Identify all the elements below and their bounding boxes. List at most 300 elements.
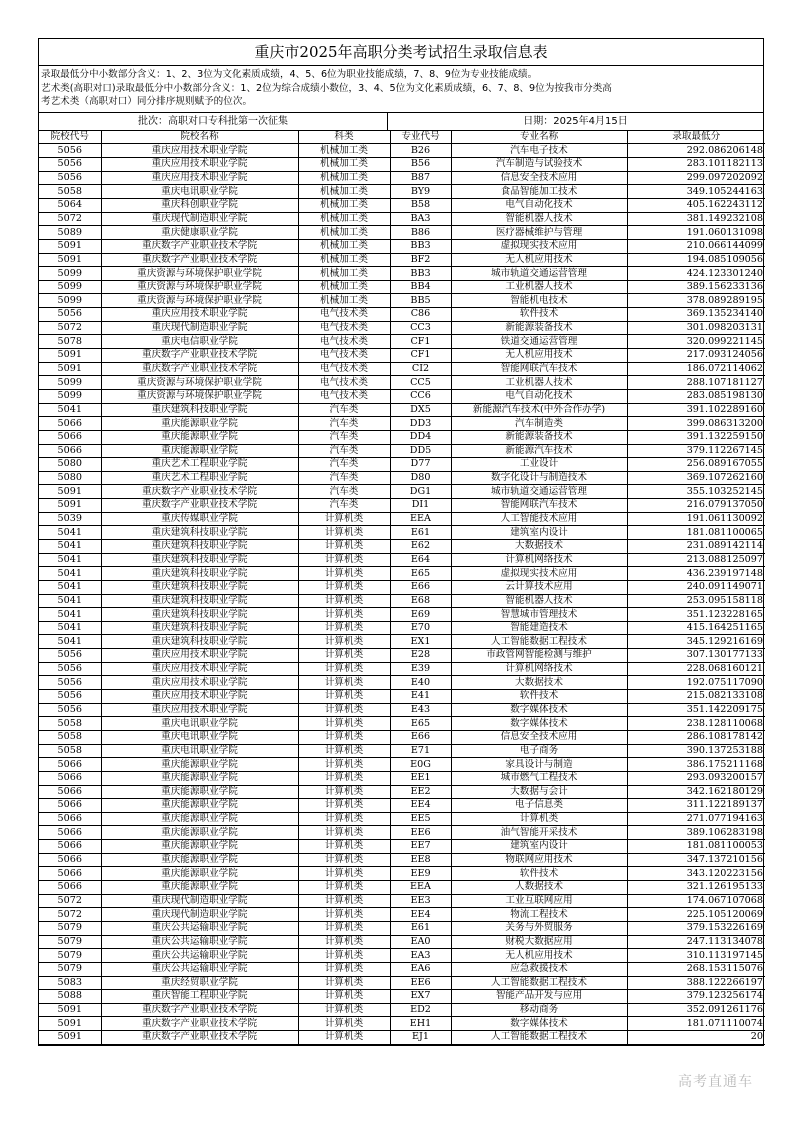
table-row: [39, 621, 765, 635]
min-score-cell: 436.239197148: [627, 567, 765, 581]
min-score-cell: 238.128110068: [627, 717, 765, 731]
school-name-cell: 重庆现代制造职业学院: [101, 212, 298, 226]
school-code-cell: 5039: [39, 512, 101, 526]
school-code-cell: 5066: [39, 771, 101, 785]
min-score-cell: 268.153115076: [627, 962, 765, 976]
school-name-cell: 重庆资源与环境保护职业学院: [101, 389, 298, 403]
school-code-cell: 5066: [39, 417, 101, 431]
school-name-cell: 重庆应用技术职业学院: [101, 171, 298, 185]
major-code-cell: E66: [390, 730, 451, 744]
table-row: [39, 499, 765, 513]
school-name-cell: 重庆公共运输职业学院: [101, 962, 298, 976]
major-name-cell: 虚拟现实技术应用: [451, 239, 627, 253]
school-name-cell: 重庆数字产业职业技术学院: [101, 253, 298, 267]
major-name-cell: 工业机器人技术: [451, 376, 627, 390]
major-name-cell: 应急救援技术: [451, 962, 627, 976]
category-cell: 电气技术类: [298, 389, 390, 403]
school-name-cell: 重庆建筑科技职业学院: [101, 594, 298, 608]
category-cell: 计算机类: [298, 990, 390, 1004]
category-cell: 汽车类: [298, 485, 390, 499]
major-code-cell: EH1: [390, 1017, 451, 1031]
min-score-cell: 369.135234140: [627, 308, 765, 322]
major-code-cell: E66: [390, 580, 451, 594]
category-cell: 汽车类: [298, 458, 390, 472]
min-score-cell: 347.137210156: [627, 853, 765, 867]
school-code-cell: 5066: [39, 881, 101, 895]
school-name-cell: 重庆数字产业职业技术学院: [101, 485, 298, 499]
category-cell: 机械加工类: [298, 171, 390, 185]
school-name-cell: 重庆能源职业学院: [101, 853, 298, 867]
category-cell: 计算机类: [298, 676, 390, 690]
school-code-cell: 5066: [39, 430, 101, 444]
category-cell: 计算机类: [298, 921, 390, 935]
major-code-cell: EE6: [390, 976, 451, 990]
major-code-cell: E65: [390, 567, 451, 581]
school-code-cell: 5080: [39, 471, 101, 485]
school-name-cell: 重庆应用技术职业学院: [101, 144, 298, 158]
school-name-cell: 重庆应用技术职业学院: [101, 662, 298, 676]
major-name-cell: 物流工程技术: [451, 908, 627, 922]
major-name-cell: 软件技术: [451, 308, 627, 322]
category-cell: 电气技术类: [298, 335, 390, 349]
category-cell: 计算机类: [298, 553, 390, 567]
school-code-cell: 5066: [39, 840, 101, 854]
major-name-cell: 数字化设计与制造技术: [451, 471, 627, 485]
school-code-cell: 5041: [39, 567, 101, 581]
school-name-cell: 重庆电讯职业学院: [101, 730, 298, 744]
school-code-cell: 5091: [39, 485, 101, 499]
table-row: [39, 1017, 765, 1031]
major-code-cell: E62: [390, 540, 451, 554]
major-name-cell: 食品智能加工技术: [451, 185, 627, 199]
table-row: [39, 280, 765, 294]
school-code-cell: 5099: [39, 376, 101, 390]
school-name-cell: 重庆能源职业学院: [101, 785, 298, 799]
category-cell: 计算机类: [298, 512, 390, 526]
major-name-cell: 铁道交通运营管理: [451, 335, 627, 349]
major-name-cell: 智能网联汽车技术: [451, 362, 627, 376]
min-score-cell: 390.137253188: [627, 744, 765, 758]
category-cell: 计算机类: [298, 526, 390, 540]
min-score-cell: 256.089167055: [627, 458, 765, 472]
table-row: [39, 744, 765, 758]
school-code-cell: 5091: [39, 499, 101, 513]
min-score-cell: 352.091261176: [627, 1003, 765, 1017]
major-name-cell: 工业互联网应用: [451, 894, 627, 908]
major-name-cell: 汽车制造类: [451, 417, 627, 431]
table-row: [39, 321, 765, 335]
category-cell: 计算机类: [298, 894, 390, 908]
category-cell: 计算机类: [298, 690, 390, 704]
major-name-cell: 家具设计与制造: [451, 758, 627, 772]
school-code-cell: 5041: [39, 540, 101, 554]
school-code-cell: 5066: [39, 812, 101, 826]
school-name-cell: 重庆能源职业学院: [101, 417, 298, 431]
table-row: [39, 171, 765, 185]
school-code-cell: 5041: [39, 553, 101, 567]
school-code-cell: 5041: [39, 635, 101, 649]
category-cell: 汽车类: [298, 499, 390, 513]
school-code-cell: 5056: [39, 662, 101, 676]
school-name-cell: 重庆数字产业职业技术学院: [101, 1003, 298, 1017]
major-code-cell: EE4: [390, 908, 451, 922]
major-code-cell: BF2: [390, 253, 451, 267]
school-code-cell: 5041: [39, 403, 101, 417]
school-name-cell: 重庆能源职业学院: [101, 881, 298, 895]
category-cell: 计算机类: [298, 908, 390, 922]
major-name-cell: 人工智能数据工程技术: [451, 1031, 627, 1045]
major-code-cell: DD5: [390, 444, 451, 458]
major-name-cell: 汽车制造与试验技术: [451, 158, 627, 172]
school-name-cell: 重庆数字产业职业技术学院: [101, 349, 298, 363]
school-name-cell: 重庆建筑科技职业学院: [101, 608, 298, 622]
table-row: [39, 403, 765, 417]
category-cell: 汽车类: [298, 403, 390, 417]
major-code-cell: EX7: [390, 990, 451, 1004]
major-name-cell: 智能机器人技术: [451, 212, 627, 226]
school-name-cell: 重庆建筑科技职业学院: [101, 621, 298, 635]
school-name-cell: 重庆数字产业职业技术学院: [101, 362, 298, 376]
major-name-cell: 软件技术: [451, 690, 627, 704]
school-name-cell: 重庆现代制造职业学院: [101, 908, 298, 922]
min-score-cell: 378.089289195: [627, 294, 765, 308]
min-score-cell: 181.071110074: [627, 1017, 765, 1031]
major-code-cell: E68: [390, 594, 451, 608]
category-cell: 计算机类: [298, 758, 390, 772]
school-name-cell: 重庆建筑科技职业学院: [101, 580, 298, 594]
major-code-cell: BY9: [390, 185, 451, 199]
major-name-cell: 汽车电子技术: [451, 144, 627, 158]
school-code-cell: 5091: [39, 239, 101, 253]
category-cell: 计算机类: [298, 703, 390, 717]
school-name-cell: 重庆经贸职业学院: [101, 976, 298, 990]
min-score-cell: 307.130177133: [627, 649, 765, 663]
table-row: [39, 717, 765, 731]
min-score-cell: 379.153226169: [627, 921, 765, 935]
major-code-cell: E64: [390, 553, 451, 567]
table-row: [39, 703, 765, 717]
school-name-cell: 重庆数字产业职业技术学院: [101, 1031, 298, 1045]
major-code-cell: EE6: [390, 826, 451, 840]
school-code-cell: 5079: [39, 921, 101, 935]
min-score-cell: 293.093200157: [627, 771, 765, 785]
table-row: [39, 799, 765, 813]
school-code-cell: 5041: [39, 580, 101, 594]
major-name-cell: 智能建造技术: [451, 621, 627, 635]
table-row: [39, 826, 765, 840]
min-score-cell: 379.112267145: [627, 444, 765, 458]
table-row: [39, 239, 765, 253]
school-name-cell: 重庆数字产业职业技术学院: [101, 499, 298, 513]
min-score-cell: 192.075117090: [627, 676, 765, 690]
school-code-cell: 5091: [39, 1031, 101, 1045]
school-code-cell: 5091: [39, 362, 101, 376]
school-name-cell: 重庆数字产业职业技术学院: [101, 239, 298, 253]
category-cell: 计算机类: [298, 567, 390, 581]
table-row: [39, 990, 765, 1004]
major-code-cell: BB5: [390, 294, 451, 308]
note-line: 艺术类(高职对口)录取最低分中小数部分含义：1、2位为综合成绩小数位，3、4、5位为文化素质成绩，6、7、8、9位为按我市分类高: [41, 82, 612, 94]
major-code-cell: D77: [390, 458, 451, 472]
major-name-cell: 建筑室内设计: [451, 840, 627, 854]
major-code-cell: EE9: [390, 867, 451, 881]
school-code-cell: 5058: [39, 185, 101, 199]
school-name-cell: 重庆应用技术职业学院: [101, 690, 298, 704]
major-name-cell: 数字媒体技术: [451, 703, 627, 717]
school-code-cell: 5066: [39, 758, 101, 772]
major-code-cell: EE8: [390, 853, 451, 867]
major-name-cell: 新能源汽车技术: [451, 444, 627, 458]
major-name-cell: 移动商务: [451, 1003, 627, 1017]
min-score-cell: 292.086206148: [627, 144, 765, 158]
school-name-cell: 重庆应用技术职业学院: [101, 308, 298, 322]
table-row: [39, 158, 765, 172]
major-name-cell: 人工智能数据工程技术: [451, 976, 627, 990]
major-code-cell: EE3: [390, 894, 451, 908]
school-name-cell: 重庆公共运输职业学院: [101, 949, 298, 963]
category-cell: 计算机类: [298, 649, 390, 663]
min-score-cell: 247.113134078: [627, 935, 765, 949]
school-code-cell: 5066: [39, 444, 101, 458]
major-name-cell: 电子商务: [451, 744, 627, 758]
major-name-cell: 数字媒体技术: [451, 1017, 627, 1031]
major-code-cell: CI2: [390, 362, 451, 376]
school-code-cell: 5079: [39, 949, 101, 963]
batch-label: 批次：高职对口专科批第一次征集: [39, 113, 388, 130]
school-code-cell: 5091: [39, 1003, 101, 1017]
category-cell: 计算机类: [298, 867, 390, 881]
min-score-cell: 231.089142114: [627, 540, 765, 554]
school-code-cell: 5066: [39, 785, 101, 799]
min-score-cell: 388.122266197: [627, 976, 765, 990]
major-code-cell: EEA: [390, 512, 451, 526]
school-code-cell: 5089: [39, 226, 101, 240]
min-score-cell: 181.081100053: [627, 840, 765, 854]
table-row: [39, 444, 765, 458]
major-code-cell: CC6: [390, 389, 451, 403]
min-score-cell: 320.099221145: [627, 335, 765, 349]
table-row: [39, 908, 765, 922]
min-score-cell: 299.097202092: [627, 171, 765, 185]
category-cell: 计算机类: [298, 976, 390, 990]
category-cell: 计算机类: [298, 812, 390, 826]
category-cell: 电气技术类: [298, 362, 390, 376]
school-code-cell: 5099: [39, 389, 101, 403]
major-name-cell: 城市轨道交通运营管理: [451, 485, 627, 499]
school-code-cell: 5058: [39, 717, 101, 731]
school-code-cell: 5079: [39, 935, 101, 949]
school-code-cell: 5058: [39, 744, 101, 758]
major-code-cell: ED2: [390, 1003, 451, 1017]
school-name-cell: 重庆资源与环境保护职业学院: [101, 280, 298, 294]
major-name-cell: 智慧城市管理技术: [451, 608, 627, 622]
admission-table: [39, 131, 765, 1045]
school-code-cell: 5056: [39, 690, 101, 704]
category-cell: 机械加工类: [298, 226, 390, 240]
min-score-cell: 253.095158118: [627, 594, 765, 608]
table-row: [39, 921, 765, 935]
school-code-cell: 5091: [39, 1017, 101, 1031]
table-row: [39, 949, 765, 963]
table-row: [39, 676, 765, 690]
table-row: [39, 335, 765, 349]
table-header-row: [39, 131, 765, 144]
major-code-cell: DX5: [390, 403, 451, 417]
major-code-cell: B86: [390, 226, 451, 240]
school-name-cell: 重庆公共运输职业学院: [101, 921, 298, 935]
major-code-cell: CC5: [390, 376, 451, 390]
school-name-cell: 重庆科创职业学院: [101, 198, 298, 212]
major-name-cell: 新能源装备技术: [451, 430, 627, 444]
major-code-cell: BB3: [390, 267, 451, 281]
school-code-cell: 5083: [39, 976, 101, 990]
school-code-cell: 5066: [39, 867, 101, 881]
major-code-cell: CC3: [390, 321, 451, 335]
table-row: [39, 471, 765, 485]
category-cell: 汽车类: [298, 444, 390, 458]
school-code-cell: 5041: [39, 608, 101, 622]
min-score-cell: 311.122189137: [627, 799, 765, 813]
category-cell: 机械加工类: [298, 158, 390, 172]
major-name-cell: 计算机网络技术: [451, 553, 627, 567]
school-name-cell: 重庆艺术工程职业学院: [101, 471, 298, 485]
table-row: [39, 962, 765, 976]
note-line: 考艺术类（高职对口）同分排序规则赋予的位次。: [41, 96, 253, 108]
school-code-cell: 5056: [39, 171, 101, 185]
category-cell: 机械加工类: [298, 185, 390, 199]
major-code-cell: EE2: [390, 785, 451, 799]
major-name-cell: 无人机应用技术: [451, 349, 627, 363]
table-row: [39, 771, 765, 785]
school-name-cell: 重庆艺术工程职业学院: [101, 458, 298, 472]
min-score-cell: 283.085198130: [627, 389, 765, 403]
major-code-cell: D80: [390, 471, 451, 485]
school-name-cell: 重庆能源职业学院: [101, 840, 298, 854]
min-score-cell: 310.113197145: [627, 949, 765, 963]
table-row: [39, 267, 765, 281]
major-name-cell: 医疗器械维护与管理: [451, 226, 627, 240]
category-cell: 计算机类: [298, 826, 390, 840]
table-row: [39, 253, 765, 267]
school-name-cell: 重庆能源职业学院: [101, 812, 298, 826]
major-code-cell: EA6: [390, 962, 451, 976]
min-score-cell: 191.061130092: [627, 512, 765, 526]
table-row: [39, 594, 765, 608]
table-row: [39, 540, 765, 554]
school-name-cell: 重庆资源与环境保护职业学院: [101, 294, 298, 308]
major-code-cell: E70: [390, 621, 451, 635]
table-row: [39, 894, 765, 908]
min-score-cell: 391.132259150: [627, 430, 765, 444]
min-score-cell: 216.079137050: [627, 499, 765, 513]
min-score-cell: 225.105120069: [627, 908, 765, 922]
major-code-cell: DD3: [390, 417, 451, 431]
school-code-cell: 5066: [39, 853, 101, 867]
table-row: [39, 785, 765, 799]
admission-table-sheet: [38, 38, 764, 1046]
major-code-cell: E71: [390, 744, 451, 758]
table-row: [39, 512, 765, 526]
min-score-cell: 174.067107068: [627, 894, 765, 908]
category-cell: 电气技术类: [298, 321, 390, 335]
major-code-cell: B56: [390, 158, 451, 172]
major-code-cell: BB3: [390, 239, 451, 253]
category-cell: 机械加工类: [298, 294, 390, 308]
min-score-cell: 355.103252145: [627, 485, 765, 499]
major-code-cell: EX1: [390, 635, 451, 649]
category-cell: 汽车类: [298, 430, 390, 444]
school-code-cell: 5041: [39, 621, 101, 635]
min-score-cell: 191.060131098: [627, 226, 765, 240]
min-score-cell: 415.164251165: [627, 621, 765, 635]
school-name-cell: 重庆建筑科技职业学院: [101, 567, 298, 581]
school-code-cell: 5056: [39, 649, 101, 663]
min-score-cell: 345.129216169: [627, 635, 765, 649]
category-cell: 汽车类: [298, 471, 390, 485]
category-cell: 计算机类: [298, 935, 390, 949]
school-name-cell: 重庆资源与环境保护职业学院: [101, 267, 298, 281]
min-score-cell: 349.105244163: [627, 185, 765, 199]
major-name-cell: 电气自动化技术: [451, 389, 627, 403]
category-cell: 计算机类: [298, 540, 390, 554]
category-cell: 计算机类: [298, 594, 390, 608]
category-cell: 机械加工类: [298, 212, 390, 226]
min-score-cell: 399.086313200: [627, 417, 765, 431]
category-cell: 机械加工类: [298, 253, 390, 267]
min-score-cell: 215.082133108: [627, 690, 765, 704]
major-name-cell: 人工智能技术应用: [451, 512, 627, 526]
major-code-cell: EE1: [390, 771, 451, 785]
table-row: [39, 430, 765, 444]
major-name-cell: 电子信息类: [451, 799, 627, 813]
major-code-cell: CF1: [390, 335, 451, 349]
school-name-cell: 重庆能源职业学院: [101, 430, 298, 444]
school-name-cell: 重庆传媒职业学院: [101, 512, 298, 526]
major-code-cell: EEA: [390, 881, 451, 895]
category-cell: 机械加工类: [298, 267, 390, 281]
school-code-cell: 5066: [39, 799, 101, 813]
major-code-cell: B26: [390, 144, 451, 158]
category-cell: 机械加工类: [298, 280, 390, 294]
min-score-cell: 424.123301240: [627, 267, 765, 281]
major-name-cell: 无人机应用技术: [451, 949, 627, 963]
min-score-cell: 379.123256174: [627, 990, 765, 1004]
major-name-cell: 无人机应用技术: [451, 253, 627, 267]
major-code-cell: EJ1: [390, 1031, 451, 1045]
major-code-cell: E0G: [390, 758, 451, 772]
school-name-cell: 重庆电讯职业学院: [101, 185, 298, 199]
table-row: [39, 458, 765, 472]
col-header-category: 科类: [298, 131, 390, 144]
school-code-cell: 5099: [39, 280, 101, 294]
major-name-cell: 智能机电技术: [451, 294, 627, 308]
major-code-cell: EA0: [390, 935, 451, 949]
school-code-cell: 5088: [39, 990, 101, 1004]
table-row: [39, 840, 765, 854]
major-code-cell: DD4: [390, 430, 451, 444]
major-name-cell: 建筑室内设计: [451, 526, 627, 540]
table-row: [39, 349, 765, 363]
category-cell: 机械加工类: [298, 198, 390, 212]
category-cell: 计算机类: [298, 771, 390, 785]
note-line: 录取最低分中小数部分含义：1、2、3位为文化素质成绩，4、5、6位为职业技能成绩，7、8、9位为专业技能成绩。: [41, 69, 538, 80]
table-row: [39, 144, 765, 158]
major-code-cell: BB4: [390, 280, 451, 294]
category-cell: 计算机类: [298, 1017, 390, 1031]
school-code-cell: 5056: [39, 144, 101, 158]
major-name-cell: 财税大数据应用: [451, 935, 627, 949]
category-cell: 电气技术类: [298, 376, 390, 390]
